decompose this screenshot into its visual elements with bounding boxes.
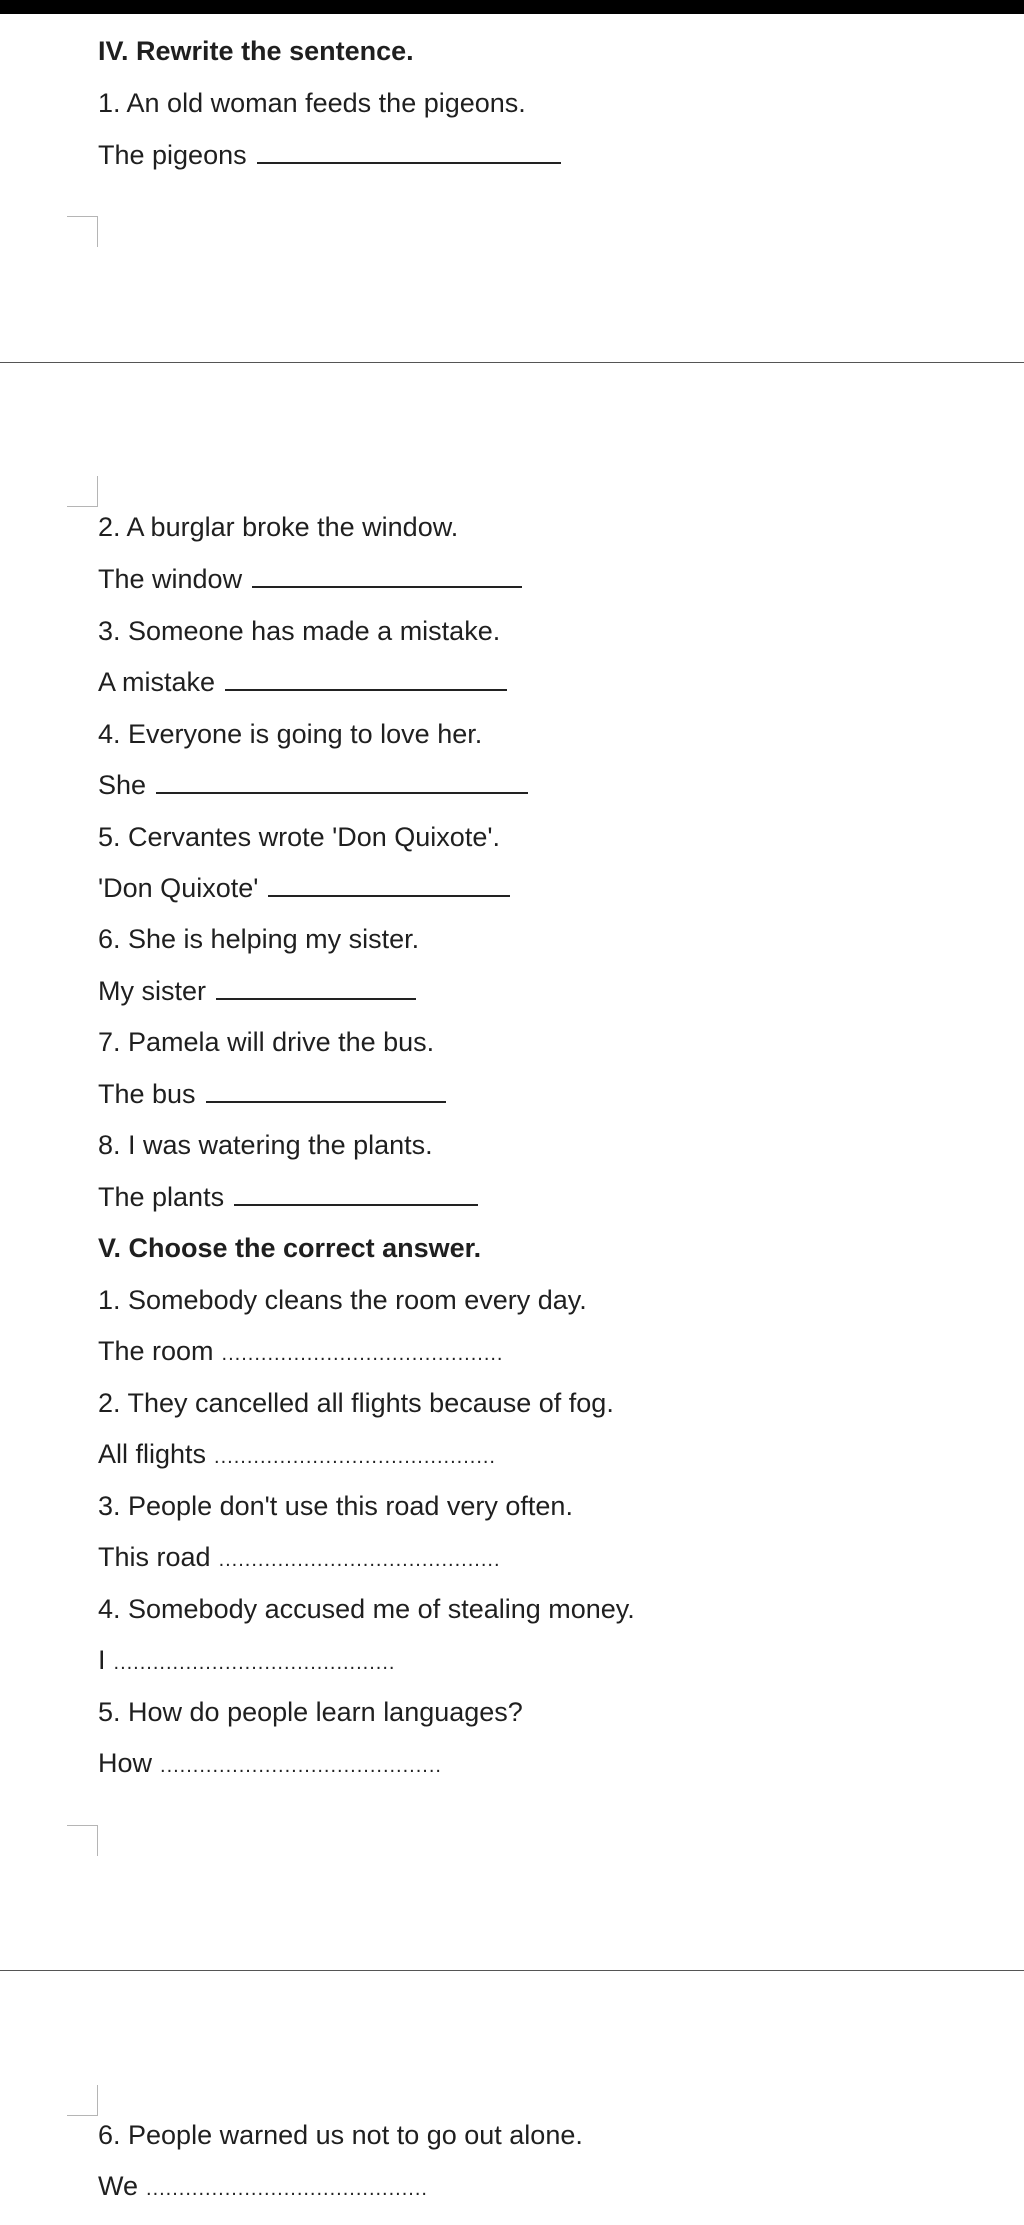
question-7: 7. Pamela will drive the bus. (98, 1027, 435, 1057)
answer-dots[interactable]: ........................................... (221, 1343, 504, 1365)
answer-line-v-4 (98, 1643, 395, 1680)
answer-blank[interactable] (257, 140, 561, 164)
section-iv-heading: IV. Rewrite the sentence. (98, 36, 414, 66)
question-v-2: 2. They cancelled all flights because of fog. (98, 1388, 614, 1418)
answer-line-v-2 (98, 1437, 496, 1474)
answer-dots[interactable]: ........................................... (214, 1446, 496, 1468)
answer-prefix: She (98, 770, 147, 800)
answer-line-v-1 (98, 1334, 503, 1371)
answer-prefix: 'Don Quixote' (98, 873, 259, 903)
answer-blank[interactable] (216, 976, 416, 1000)
page-corner-mark (67, 2085, 98, 2116)
answer-line-5 (98, 871, 510, 905)
page-corner-mark (67, 216, 98, 247)
question-v-5: 5. How do people learn languages? (98, 1697, 523, 1727)
section-v-heading: V. Choose the correct answer. (98, 1233, 482, 1263)
answer-prefix: The plants (98, 1182, 225, 1212)
question-6: 6. She is helping my sister. (98, 924, 420, 954)
answer-blank[interactable] (252, 564, 522, 588)
answer-line-3 (98, 665, 507, 699)
answer-prefix: How (98, 1748, 153, 1778)
question-v-1: 1. Somebody cleans the room every day. (98, 1285, 587, 1315)
answer-prefix: All flights (98, 1439, 207, 1469)
question-2: 2. A burglar broke the window. (98, 512, 459, 542)
answer-prefix: I (98, 1645, 106, 1675)
answer-prefix: We (98, 2171, 139, 2201)
top-bar (0, 0, 1024, 14)
answer-line-1 (98, 138, 561, 172)
answer-blank[interactable] (156, 770, 528, 794)
question-1: 1. An old woman feeds the pigeons. (98, 88, 526, 118)
page-corner-mark (67, 1825, 98, 1856)
answer-prefix: The bus (98, 1079, 196, 1109)
answer-prefix: A mistake (98, 667, 216, 697)
answer-blank[interactable] (234, 1182, 478, 1206)
answer-prefix: This road (98, 1542, 211, 1572)
answer-prefix: The window (98, 564, 243, 594)
page-break (0, 1970, 1024, 1971)
question-v-6: 6. People warned us not to go out alone. (98, 2120, 583, 2150)
page-corner-mark (67, 476, 98, 507)
answer-line-6 (98, 974, 416, 1008)
answer-blank[interactable] (206, 1079, 446, 1103)
answer-blank[interactable] (268, 873, 510, 897)
answer-line-v-5 (98, 1746, 442, 1783)
answer-dots[interactable]: ........................................... (146, 2178, 428, 2200)
answer-line-2 (98, 562, 522, 596)
answer-prefix: The pigeons (98, 140, 247, 170)
answer-prefix: My sister (98, 976, 206, 1006)
question-4: 4. Everyone is going to love her. (98, 719, 483, 749)
question-8: 8. I was watering the plants. (98, 1130, 433, 1160)
answer-dots[interactable]: ........................................... (218, 1549, 501, 1571)
answer-line-4 (98, 768, 528, 802)
answer-dots[interactable]: ........................................... (113, 1652, 396, 1674)
question-v-3: 3. People don't use this road very often. (98, 1491, 573, 1521)
answer-line-8 (98, 1180, 478, 1214)
question-3: 3. Someone has made a mistake. (98, 616, 501, 646)
answer-line-7 (98, 1077, 446, 1111)
answer-line-v-6 (98, 2169, 428, 2206)
answer-prefix: The room (98, 1336, 214, 1366)
answer-blank[interactable] (225, 667, 507, 691)
answer-line-v-3 (98, 1540, 501, 1577)
question-5: 5. Cervantes wrote 'Don Quixote'. (98, 822, 500, 852)
page-break (0, 362, 1024, 363)
answer-dots[interactable]: ........................................... (160, 1755, 442, 1777)
question-v-4: 4. Somebody accused me of stealing money. (98, 1594, 635, 1624)
